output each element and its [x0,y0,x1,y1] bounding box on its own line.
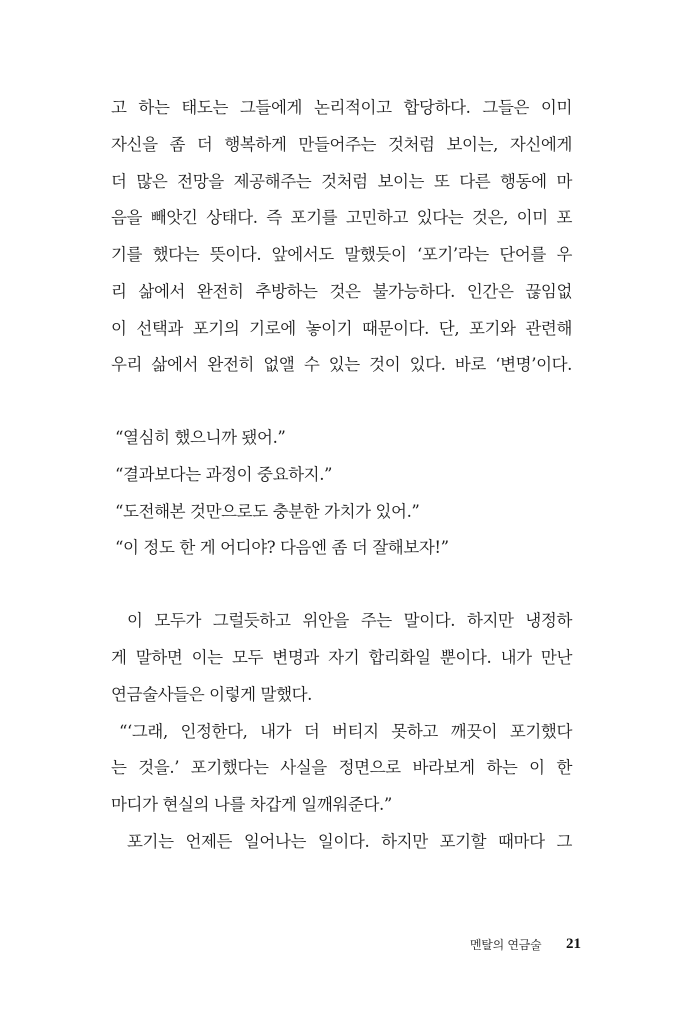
text-line: 이 모두가 그럴듯하고 위안을 주는 말이다. 하지만 냉정하 [127,611,572,630]
text-line: 마디가 현실의 나를 차갑게 일깨워준다.” [111,795,392,814]
text-line: “‘그래, 인정한다, 내가 더 버티지 못하고 깨끗이 포기했다 [119,722,572,741]
text-line: 고 하는 태도는 그들에게 논리적이고 합당하다. 그들은 이미 [111,98,572,117]
page-number: 21 [566,936,581,952]
running-footer-title: 멘탈의 연금술 [470,938,542,952]
quote-line: “열심히 했으니까 됐어.” [115,428,286,447]
text-line: 음을 빼앗긴 상태다. 즉 포기를 고민하고 있다는 것은, 이미 포 [111,208,572,227]
text-line: 리 삶에서 완전히 추방하는 것은 불가능하다. 인간은 끊임없 [111,282,572,301]
text-line: 포기는 언제든 일어나는 일이다. 하지만 포기할 때마다 그 [127,832,572,851]
text-line: 자신을 좀 더 행복하게 만들어주는 것처럼 보이는, 자신에게 [111,135,572,154]
quote-line: “도전해본 것만으로도 충분한 가치가 있어.” [115,502,420,521]
text-line: 더 많은 전망을 제공해주는 것처럼 보이는 또 다른 행동에 마 [111,172,572,191]
text-line: 게 말하면 이는 모두 변명과 자기 합리화일 뿐이다. 내가 만난 [111,648,572,667]
text-line: 는 것을.’ 포기했다는 사실을 정면으로 바라보게 하는 이 한 [111,758,572,777]
quote-line: “이 정도 한 게 어디야? 다음엔 좀 더 잘해보자!” [115,538,449,557]
text-line: 우리 삶에서 완전히 없앨 수 있는 것이 있다. 바로 ‘변명’이다. [111,355,572,374]
quote-line: “결과보다는 과정이 중요하지.” [115,465,333,484]
text-line: 이 선택과 포기의 기로에 놓이기 때문이다. 단, 포기와 관련해 [111,319,572,338]
text-line: 기를 했다는 뜻이다. 앞에서도 말했듯이 ‘포기’라는 단어를 우 [111,245,572,264]
text-line: 연금술사들은 이렇게 말했다. [111,685,313,704]
